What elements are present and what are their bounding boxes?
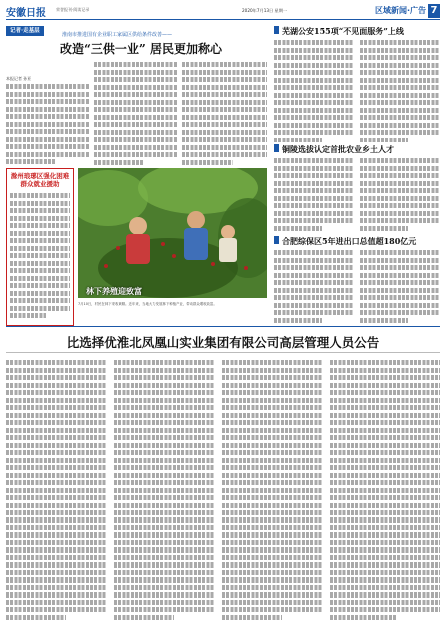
photo-illustration	[78, 168, 267, 298]
feature-byline: 本报记者 孙亚	[6, 76, 32, 81]
newspaper-logo: 安徽日报	[6, 8, 46, 19]
masthead	[6, 4, 440, 20]
announcement-column-3	[222, 358, 322, 626]
right-headline-2-text: 铜陵选拔认定首批农业乡土人才	[282, 144, 394, 154]
headline-marker-icon	[274, 236, 279, 244]
page-number: 7	[428, 4, 440, 18]
right-headline-3-text: 合肥综保区5年进出口总值超180亿元	[282, 236, 417, 246]
right-news-column	[274, 24, 440, 324]
announcement-column-4	[330, 358, 440, 626]
feature-body-column-3	[182, 60, 267, 166]
right-headline-3	[274, 236, 416, 247]
feature-headline: 改造“三供一业” 居民更加称心	[60, 42, 222, 56]
right-story-3-body-col2	[360, 248, 440, 324]
sidebar-story-body	[10, 191, 70, 319]
announcement-title-rule	[6, 352, 440, 353]
section-name: 区域新闻·广告	[374, 6, 426, 15]
feature-subhead: 淮南市推进国有企业职工家属区供给条件改善——	[62, 32, 173, 38]
issue-date: 2020年7月13日 星期一	[242, 8, 288, 13]
feature-body-column-2	[94, 60, 178, 166]
right-story-1-body-col2	[360, 38, 440, 142]
headline-marker-icon	[274, 26, 279, 34]
right-headline-1-text: 芜湖公安155项“不见面服务”上线	[282, 26, 404, 36]
masthead-slogan: 荣誉报刊·阅读记录	[56, 7, 90, 12]
photo-overlay-title: 林下养殖迎致富	[86, 286, 142, 296]
column-kicker: 记者·走基层	[6, 26, 44, 36]
right-story-1-body	[274, 38, 354, 142]
announcement-column-2	[114, 358, 214, 626]
right-headline-2	[274, 144, 394, 155]
right-story-2-body-col2	[360, 156, 440, 236]
headline-marker-icon	[274, 144, 279, 152]
news-photo	[78, 168, 267, 298]
right-story-2-body	[274, 156, 354, 236]
sidebar-story-title: 滁州琅琊区强化困难群众就业援助	[10, 172, 70, 188]
announcement-title: 比选择优淮北凤凰山实业集团有限公司高层管理人员公告	[66, 335, 380, 350]
announcement-column-1	[6, 358, 106, 626]
sidebar-story-box	[6, 168, 74, 326]
feature-article	[6, 24, 267, 324]
right-headline-1	[274, 26, 404, 37]
feature-body-column-1	[6, 82, 90, 166]
photo-caption: 7月10日，村民在林下采收黄精。近年来，当地大力发展林下种植产业，带动群众增收致富。	[78, 302, 217, 306]
section-divider	[6, 326, 440, 327]
right-story-3-body	[274, 248, 354, 324]
